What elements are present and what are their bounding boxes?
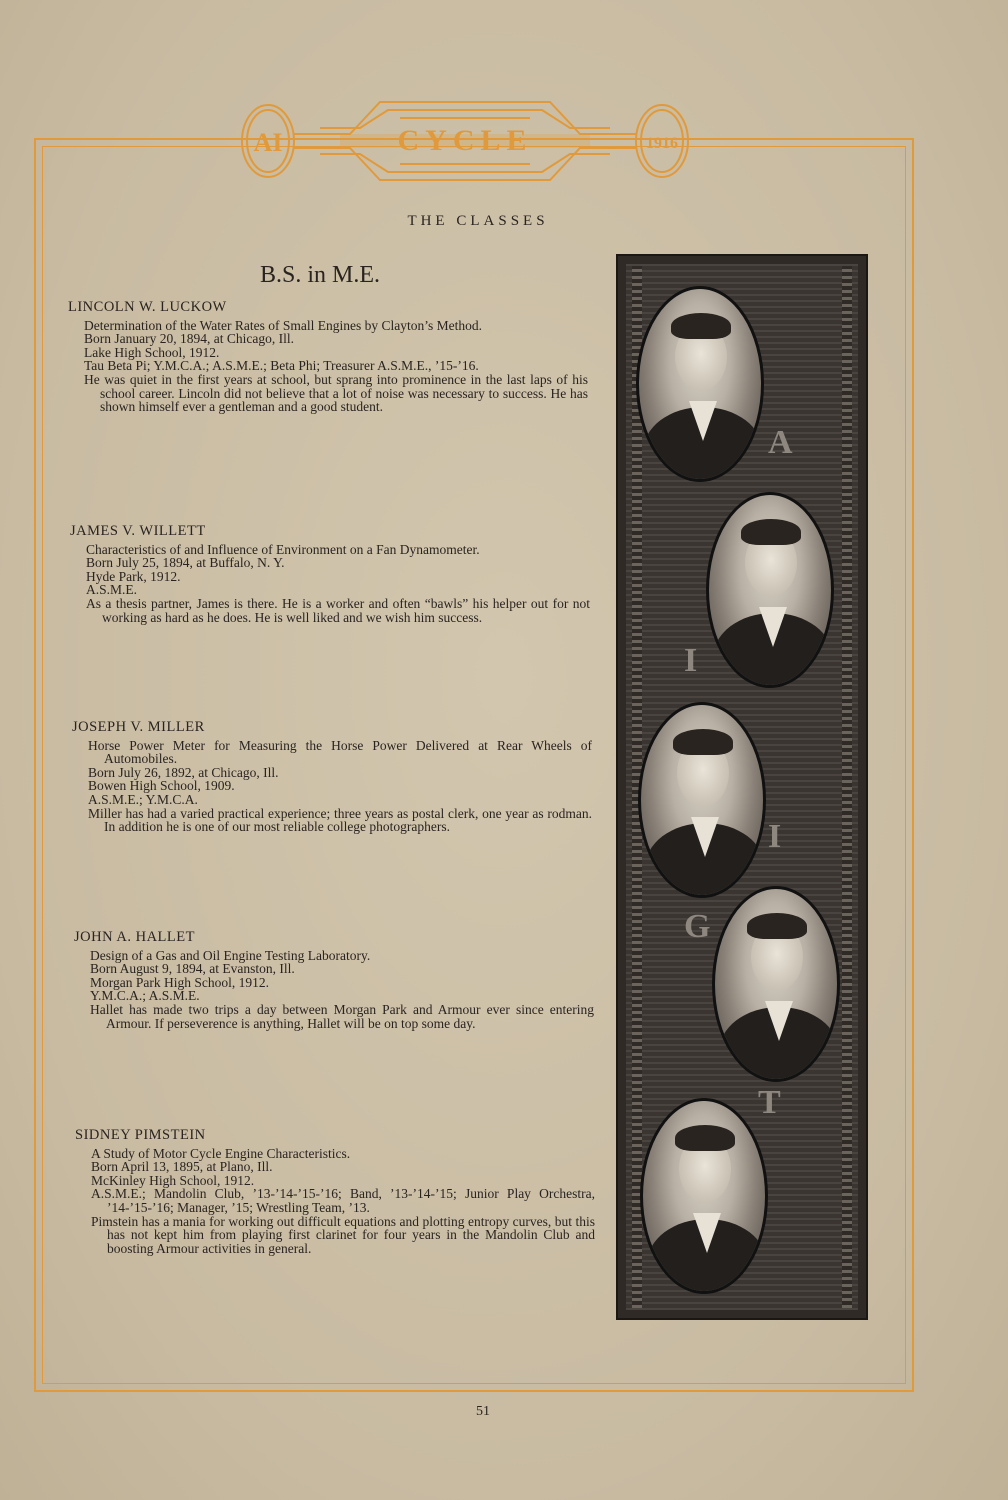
birth-info: Born July 26, 1892, at Chicago, Ill.	[88, 764, 279, 780]
section-title: THE CLASSES	[407, 213, 549, 229]
thesis-title: Determination of the Water Rates of Small Engines by Clayton’s Method.	[84, 317, 482, 333]
logo-left-text: AI	[253, 128, 283, 157]
biography: He was quiet in the first years at school, but sprang into prominence in the last laps of his school career. Lincoln did not believe that a lot of noise was necessary to success. He has shown himself ever a gentleman and a good student.	[84, 371, 588, 415]
strip-letter: A	[768, 424, 793, 461]
student-name: JAMES V. WILLETT	[70, 523, 206, 539]
logo-right-text: 1916	[646, 135, 678, 152]
degree-heading: B.S. in M.E.	[260, 262, 381, 288]
strip-letter: I	[684, 642, 698, 679]
school-info: Hyde Park, 1912.	[86, 568, 181, 584]
student-name: LINCOLN W. LUCKOW	[68, 299, 227, 315]
thesis-title: Characteristics of and Influence of Environment on a Fan Dynamometer.	[86, 541, 480, 557]
biography: As a thesis partner, James is there. He is a worker and often “bawls” his helper out for not working as hard as he does. He is well liked and we wish him success.	[86, 595, 590, 625]
portrait-photo	[640, 1098, 768, 1294]
school-info: Morgan Park High School, 1912.	[90, 974, 269, 990]
student-entry	[74, 931, 594, 1030]
thesis-title: A Study of Motor Cycle Engine Characteristics.	[91, 1145, 351, 1161]
strip-letter: G	[684, 908, 711, 945]
thesis-title: Design of a Gas and Oil Engine Testing Laboratory.	[90, 947, 371, 963]
activities: A.S.M.E.; Y.M.C.A.	[88, 791, 198, 807]
portrait-photo	[706, 492, 834, 688]
school-info: Bowen High School, 1909.	[88, 778, 235, 794]
student-name: JOSEPH V. MILLER	[72, 719, 205, 735]
portrait-strip	[616, 254, 868, 1320]
thesis-title: Horse Power Meter for Measuring the Horse Power Delivered at Rear Wheels of Automobiles.	[88, 737, 592, 767]
strip-chain-right	[842, 266, 852, 1308]
birth-info: Born April 13, 1895, at Plano, Ill.	[91, 1159, 273, 1175]
birth-info: Born August 9, 1894, at Evanston, Ill.	[90, 961, 295, 977]
activities: A.S.M.E.	[86, 582, 138, 598]
strip-letter: T	[758, 1084, 781, 1121]
birth-info: Born January 20, 1894, at Chicago, Ill.	[84, 331, 294, 347]
portrait-photo	[636, 286, 764, 482]
biography: Hallet has made two trips a day between Morgan Park and Armour ever since entering Armour. If perseverence is anything, Hallet will be on top some day.	[90, 1001, 594, 1031]
biography: Pimstein has a mania for working out difficult equations and plotting entropy curves, but this has not kept him from playing first clarinet for four years in the Mandolin Club and boosting Armour activities in general.	[91, 1213, 595, 1256]
student-entry	[70, 525, 590, 624]
logo-title-text: CYCLE	[397, 124, 533, 157]
cycle-header-logo	[230, 88, 700, 188]
school-info: Lake High School, 1912.	[84, 344, 220, 360]
page-number: 51	[476, 1404, 490, 1419]
portrait-photo	[712, 886, 840, 1082]
activities: Y.M.C.A.; A.S.M.E.	[90, 988, 200, 1004]
birth-info: Born July 25, 1894, at Buffalo, N. Y.	[86, 555, 285, 571]
activities: A.S.M.E.; Mandolin Club, ’13-’14-’15-’16; Band, ’13-’14-’15; Junior Play Orchestra, ’14-’15-’16; Manager, ’15; Wrestling Team, ’13.	[91, 1186, 595, 1215]
student-name: SIDNEY PIMSTEIN	[75, 1127, 206, 1143]
student-name: JOHN A. HALLET	[74, 929, 195, 945]
activities: Tau Beta Pi; Y.M.C.A.; A.S.M.E.; Beta Phi; Treasurer A.S.M.E., ’15-’16.	[84, 358, 479, 374]
school-info: McKinley High School, 1912.	[91, 1172, 255, 1188]
biography: Miller has had a varied practical experience; three years as postal clerk, one year as rodman. In addition he is one of our most reliable college photographers.	[88, 805, 592, 835]
student-entry	[72, 721, 592, 834]
portrait-photo	[638, 702, 766, 898]
strip-letter: I	[768, 818, 782, 855]
student-entry	[68, 301, 588, 414]
student-entry	[75, 1129, 595, 1255]
